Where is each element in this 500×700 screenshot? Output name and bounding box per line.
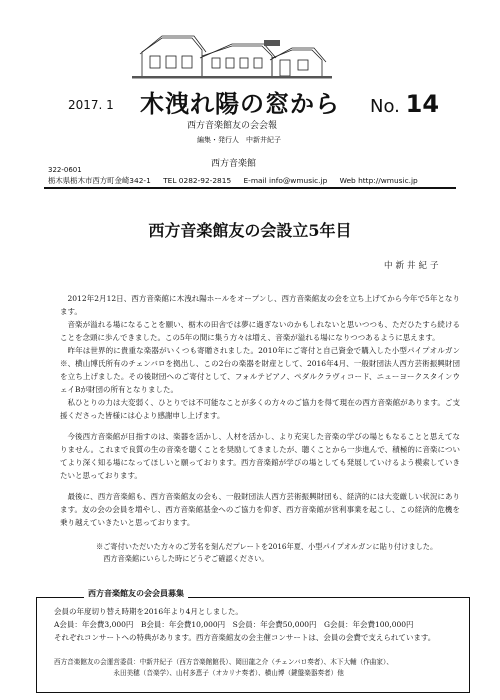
article-author: 中新井紀子 xyxy=(384,261,442,271)
membership-line: それぞれコンサートへの特典があります。西方音楽館友の会主催コンサートは、会員の会費で支えられています。 xyxy=(54,633,436,642)
membership-line: A会員：年会費3,000円 B会員：年会費10,000円 S会員：年会費50,000円 G会員：年会費100,000円 xyxy=(54,620,414,629)
website[interactable]: Web http://wmusic.jp xyxy=(339,176,418,185)
membership-line: 会員の年度切り替え時期を2016年より4月としました。 xyxy=(54,607,243,616)
publisher-name: 西方音楽館 xyxy=(211,159,257,169)
issue-prefix: No. xyxy=(370,96,400,117)
article-paragraph: 私ひとりの力は大変弱く、ひとりでは不可能なことが多くの方々のご協力を得て現在の西方音楽館があります。ご支援くださった皆様には心より感謝申し上げます。 xyxy=(60,398,460,420)
membership-box-title: 西方音楽館友の会会員募集 xyxy=(84,588,188,599)
issue-date: 2017. 1 xyxy=(68,98,114,112)
committee-members xyxy=(54,657,459,679)
officers-line: 西方音楽館友の会運営委員：中新井紀子（西方音楽館館長）、岡田龍之介（チェンバロ奏者）、木下大輔（作曲家）、 xyxy=(54,658,393,666)
article-paragraph: 昨年は世界的に貴重な楽器がいくつも寄贈されました。2010年にご寄付と自己資金で購入した小型パイプオルガン※、横山博氏所有のチェンバロを拠出し、この2台の楽器を財産として、2016年4月、一般財団法人西方芸術振興財団を立ち上げました。その後財団へのご寄付として、フォルテピアノ、ペダルクラヴィコード、ニューヨークスタインウェイBが財団の所有となりました。 xyxy=(60,346,460,394)
note-line: 西方音楽館にいらした時にどうぞご確認ください。 xyxy=(103,554,269,563)
newsletter-title: 木洩れ陽の窓から xyxy=(140,89,340,118)
article-paragraph: 最後に、西方音楽館も、西方音楽館友の会も、一般財団法人西方芸術振興財団も、経済的には大変厳しい状況にあります。友の会の会員を増やし、西方音楽館基金へのご協力を仰ぎ、西方音楽館が営利事業を起こし、この経済的危機を乗り越えていきたいと思っております。 xyxy=(60,492,460,527)
postal-code: 322-0601 xyxy=(48,166,82,174)
editor-credit: 編集・発行人 中新井紀子 xyxy=(197,136,281,144)
newsletter-subtitle: 西方音楽館友の会会報 xyxy=(187,121,278,131)
membership-details xyxy=(54,605,464,644)
note-line: ※ご寄付いただいた方々のご芳名を刻んだプレートを2016年夏、小型パイプオルガンに貼り付けました。 xyxy=(96,542,438,551)
issue-number-value: 14 xyxy=(405,90,440,118)
article-paragraph: 今後西方音楽館が目指すのは、楽器を活かし、人材を活かし、より充実した音楽の学びの場ともなることと思えてなりません。これまで良質の生の音楽を聴くことを奨励してきましたが、聴くことから一歩進んで、積極的に音楽についてより深く知る場になってほしいと願っております。西方音楽館が学びの場としても発展していけるよう模索していきたいと思っております。 xyxy=(60,432,460,480)
donation-note xyxy=(96,541,466,565)
article-title: 西方音楽館友の会設立5年目 xyxy=(148,221,352,240)
officers-line: 永田美穂（音楽学）、山村多恵子（オカリナ奏者）、横山博（鍵盤楽器奏者）他 xyxy=(113,669,344,677)
contact-line xyxy=(48,175,428,186)
telephone: TEL 0282-92-2815 xyxy=(163,176,232,185)
email[interactable]: E-mail info@wmusic.jp xyxy=(243,176,328,185)
building-illustration xyxy=(132,28,332,84)
issue-number xyxy=(370,90,439,118)
header-divider xyxy=(44,187,456,189)
article-body xyxy=(60,292,460,529)
article-paragraph: 2012年2月12日、西方音楽館に木洩れ陽ホールをオープンし、西方音楽館友の会を立ち上げてから今年で5年となります。 xyxy=(60,294,460,316)
address: 栃木県栃木市西方町金崎342-1 xyxy=(48,176,151,185)
article-paragraph: 音楽が溢れる場になることを願い、栃木の田舎では夢に過ぎないのかもしれないと思いつつも、ただひたすら続けることを念頭に歩んできました。この5年の間に集う方々は増え、音楽が溢れる場になりつつあるように思えます。 xyxy=(60,320,460,342)
